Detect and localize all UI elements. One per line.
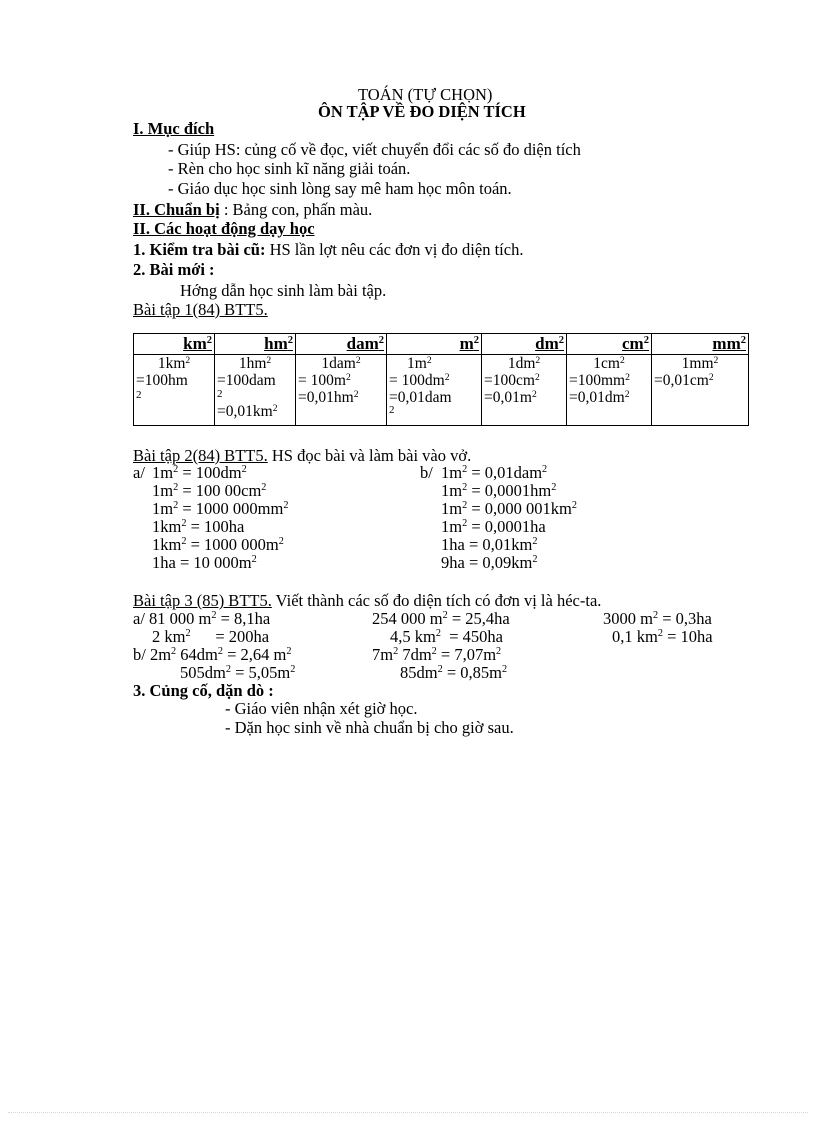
ex2-left-item: $1m^2 = 100$ $00cm^2$ [152,481,267,500]
ex2-right-item: $9ha = 0,09km^2$ [441,553,538,572]
ex2-right-item: $1ha = 0,01km^2$ [441,535,538,554]
activity-review [133,240,523,260]
unit-cell: $1mm^2$ $=0,01cm^2$ [652,355,749,426]
ex3-item: 0,1 $km^2 = 10ha$ [612,627,713,646]
closing-item: - Dặn học sinh về nhà chuẩn bị cho giờ sau. [225,718,514,737]
ex3-item: $505dm^2 = 5,05m^2$ [180,663,296,682]
unit-header: $hm^2$ [215,334,296,355]
ex2-left-item: 1ha = 10 $000m^2$ [152,553,257,572]
section-heading-preparation: II. Chuẩn bị [133,200,220,219]
subject-heading: TOÁN (TỰ CHỌN) [358,85,493,104]
ex3-item: 3000 $m^2 = 0,3ha$ [603,609,712,628]
unit-cell: $1dm^2$ $=100cm^2$ $=0,01m^2$ [482,355,567,426]
ex2-left-item: $1m^2 = 1000$ $000mm^2$ [152,499,289,518]
exercise-1-title: Bài tập 1(84) BTT5. [133,300,268,319]
activity-consolidation-label: 3. Củng cố, dặn dò : [133,681,274,700]
exercise-3-intro: Viết thành các số đo diện tích có đơn vị là héc-ta. [271,591,602,610]
unit-cell: $1km^2$ =100hm 2 [134,355,215,426]
ex3-item: a/ 81 000 $m^2 = 8,1ha$ [133,609,271,628]
ex2-left-item: $1km^2 = 1000$ $000m^2$ [152,535,284,554]
ex2-right-item: $1m^2 = 0,01dam^2$ [441,463,548,482]
activity-new-lesson-label: 2. Bài mới : [133,260,215,279]
unit-header: $m^2$ [387,334,482,355]
exercise-2-intro: HS đọc bài và làm bài vào vở. [267,446,472,465]
unit-header: $cm^2$ [567,334,652,355]
ex3-item: 4,5 $km^2 = 450ha$ [390,627,503,646]
ex2-b-label: b/ [420,463,433,482]
preparation-text: : Bảng con, phấn màu. [219,200,373,219]
unit-header: $km^2$ [134,334,215,355]
section-heading-activities: II. Các hoạt động dạy học [133,219,315,238]
page-title: ÔN TẬP VỀ ĐO DIỆN TÍCH [318,102,526,121]
ex2-right-item: $1m^2 = 0,0001hm^2$ [441,481,557,500]
exercise-3-title: Bài tập 3 (85) BTT5. [133,591,272,610]
ex2-left-item: $1m^2 = 100dm^2$ [152,463,247,482]
purpose-bullet: - Giúp HS: củng cố về đọc, viết chuyển đổi các số đo diện tích [168,140,581,159]
activity-new-lesson-text: Hớng dẫn học sinh làm bài tập. [180,281,387,300]
ex2-a-label: a/ [133,463,145,482]
exercise-2-title: Bài tập 2(84) BTT5. [133,446,268,465]
activity-review-label: 1. Kiểm tra bài cũ: [133,240,266,259]
unit-cell: $1hm^2$ =100dam 2 $=0,01km^2$ [215,355,296,426]
ex2-left-item: $1km^2 = 100ha$ [152,517,245,536]
exercise-3-title-line [133,591,601,611]
unit-header: $mm^2$ [652,334,749,355]
activity-review-text: HS lần lợt nêu các đơn vị đo diện tích. [265,240,524,259]
purpose-bullet: - Rèn cho học sinh kĩ năng giải toán. [168,159,411,178]
unit-cell: 1dam$^2$ = $100m^2$ $=0,01hm^2$ [296,355,387,426]
closing-item: - Giáo viên nhận xét giờ học. [225,699,418,718]
preparation-line [133,200,372,220]
ex3-item: b/ $2m^2$ $64dm^2 = 2,64$ $m^2$ [133,645,292,664]
page-divider [8,1112,808,1113]
purpose-bullet: - Giáo dục học sinh lòng say mê ham học môn toán. [168,179,512,198]
ex2-right-item: $1m^2 = 0,000$ $001km^2$ [441,499,577,518]
ex3-item: 2 $km^2$ = 200ha [152,627,270,646]
ex3-item: 254 000 $m^2 = 25,4ha$ [372,609,510,628]
ex3-item: $85dm^2 = 0,85m^2$ [400,663,508,682]
units-header-row [134,334,749,355]
section-heading-purpose: I. Mục đích [133,119,215,138]
unit-header: dam$^2$ [296,334,387,355]
unit-header: $dm^2$ [482,334,567,355]
ex3-item: $7m^2$ $7dm^2 = 7,07m^2$ [372,645,502,664]
area-units-table [133,333,749,426]
unit-cell: $1m^2$ = $100dm^2$ =0,01dam 2 [387,355,482,426]
ex2-right-item: $1m^2 = 0,0001ha$ [441,517,546,536]
units-conversion-row [134,355,749,426]
unit-cell: $1cm^2$ $=100mm^2$ $=0,01dm^2$ [567,355,652,426]
